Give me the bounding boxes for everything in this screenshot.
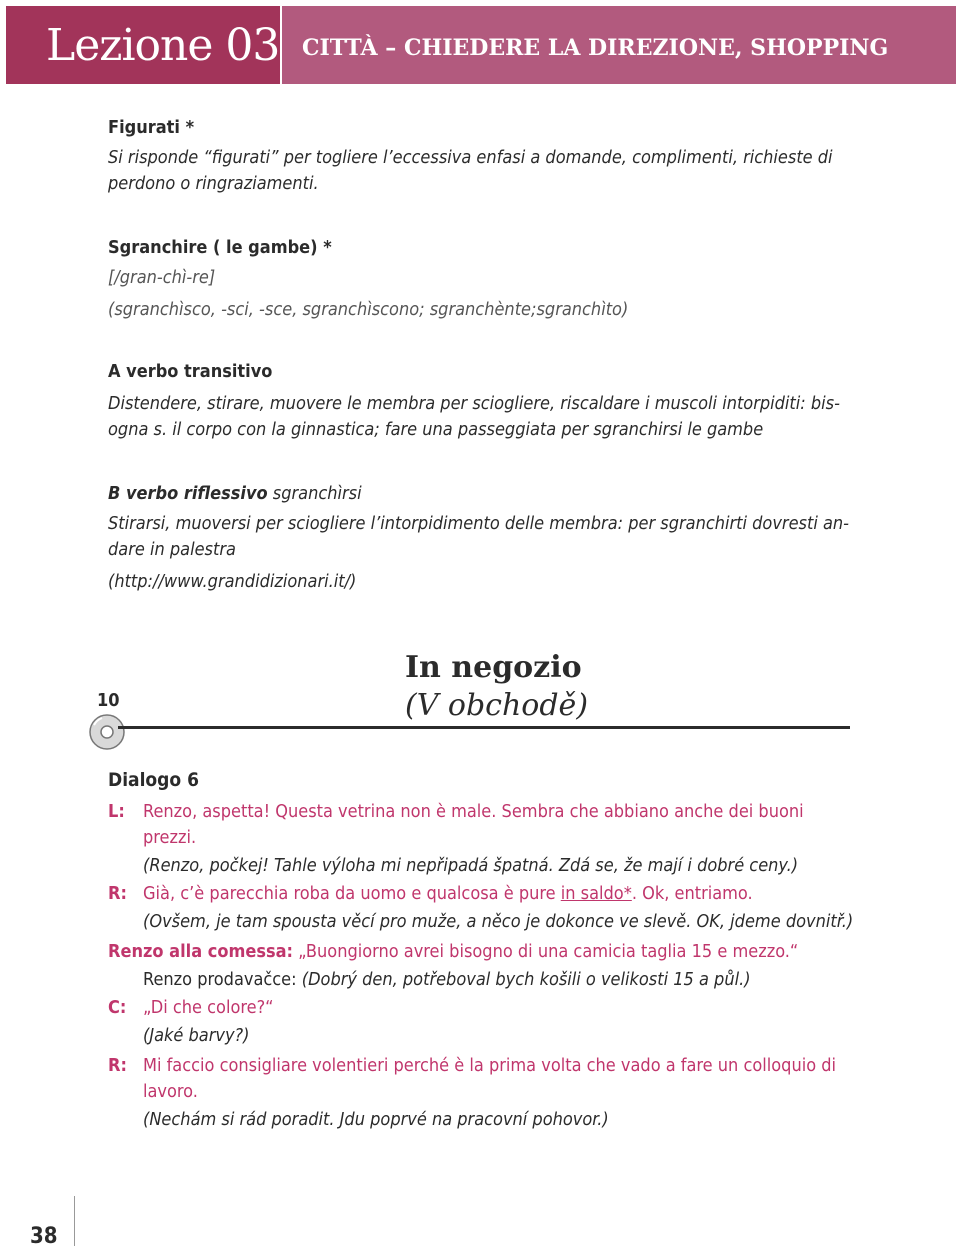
- r1-text: Già, c’è parecchia roba da uomo e qualcosa è pure: [143, 883, 561, 904]
- c-translation: (Jaké barvy?): [143, 1025, 250, 1046]
- transitive-line1: Distendere, stirare, muovere le membra per sciogliere, riscaldare i muscoli intorpiditi: bis-: [108, 393, 840, 414]
- r1-text-end: . Ok, entriamo.: [631, 883, 753, 904]
- sgranchire-heading: Sgranchire ( le gambe) *: [108, 237, 332, 258]
- reflexive-line2: dare in palestra: [108, 539, 236, 560]
- lesson-title: Lezione 03: [46, 20, 280, 71]
- section-rule: [118, 726, 850, 729]
- l-line1: Renzo, aspetta! Questa vetrina non è male. Sembra che abbiano anche dei buoni: [143, 801, 804, 822]
- speaker-l: L:: [108, 801, 125, 822]
- r2-line1: Mi faccio consigliare volentieri perché è la prima volta che vado a fare un colloquio di: [143, 1055, 837, 1076]
- c-line: „Di che colore?“: [143, 997, 274, 1018]
- rc-text: „Buongiorno avrei bisogno di una camicia taglia 15 e mezzo.“: [293, 941, 799, 962]
- reflexive-heading: [108, 480, 848, 508]
- r1-translation: (Ovšem, je tam spousta věcí pro muže, a něco je dokonce ve slevě. OK, jdeme dovnitř.): [143, 911, 854, 932]
- reflexive-label: B verbo riflessivo: [108, 483, 268, 504]
- page-number: 38: [30, 1224, 58, 1249]
- in-saldo-term: in saldo*: [560, 883, 632, 904]
- transitive-heading: A verbo transitivo: [108, 361, 273, 382]
- figurati-text-line1: Si risponde “figurati” per togliere l’eccessiva enfasi a domande, complimenti, richieste di: [108, 147, 833, 168]
- section-subtitle: (V obchodě): [405, 688, 589, 723]
- speaker-r1: R:: [108, 883, 127, 904]
- r2-translation: (Nechám si rád poradit. Jdu poprvé na pracovní pohovor.): [143, 1109, 609, 1130]
- dialog-title: Dialogo 6: [108, 769, 200, 791]
- rc-translation-line: [143, 966, 751, 994]
- figurati-text-line2: perdono o ringraziamenti.: [108, 173, 319, 194]
- speaker-c: C:: [108, 997, 127, 1018]
- reflexive-line1: Stirarsi, muoversi per sciogliere l’intorpidimento delle membra: per sgranchirti dovresti an-: [108, 513, 849, 534]
- l-translation: (Renzo, počkej! Tahle výloha mi nepřipadá špatná. Zdá se, že mají i dobré ceny.): [143, 855, 799, 876]
- renzo-comessa-line: [108, 938, 848, 966]
- audio-track-number: 10: [97, 690, 120, 711]
- rc-translation: (Dobrý den, potřeboval bych košili o velikosti 15 a půl.): [301, 969, 751, 990]
- sgranchire-pronunciation: [/gran-chì-re]: [108, 267, 216, 288]
- page-number-divider: [74, 1196, 75, 1246]
- r2-line2: lavoro.: [143, 1081, 198, 1102]
- lesson-topic: CITTÀ – CHIEDERE LA DIREZIONE, SHOPPING: [302, 35, 889, 61]
- rc-translation-lead: Renzo prodavačce:: [143, 969, 302, 990]
- speaker-renzo-comessa: Renzo alla comessa:: [108, 941, 294, 962]
- sgranchire-forms: (sgranchìsco, -sci, -sce, sgranchìscono; sgranchènte;sgranchìto): [108, 299, 629, 320]
- section-title: In negozio: [405, 650, 582, 685]
- source-link: (http://www.grandidizionari.it/): [108, 571, 357, 592]
- figurati-heading: Figurati *: [108, 117, 195, 138]
- cd-icon: [88, 713, 126, 751]
- r1-line: [143, 880, 753, 908]
- speaker-r2: R:: [108, 1055, 127, 1076]
- l-line2: prezzi.: [143, 827, 197, 848]
- reflexive-word: sgranchìrsi: [267, 483, 362, 504]
- transitive-line2: ogna s. il corpo con la ginnastica; fare una passeggiata per sgranchirsi le gambe: [108, 419, 764, 440]
